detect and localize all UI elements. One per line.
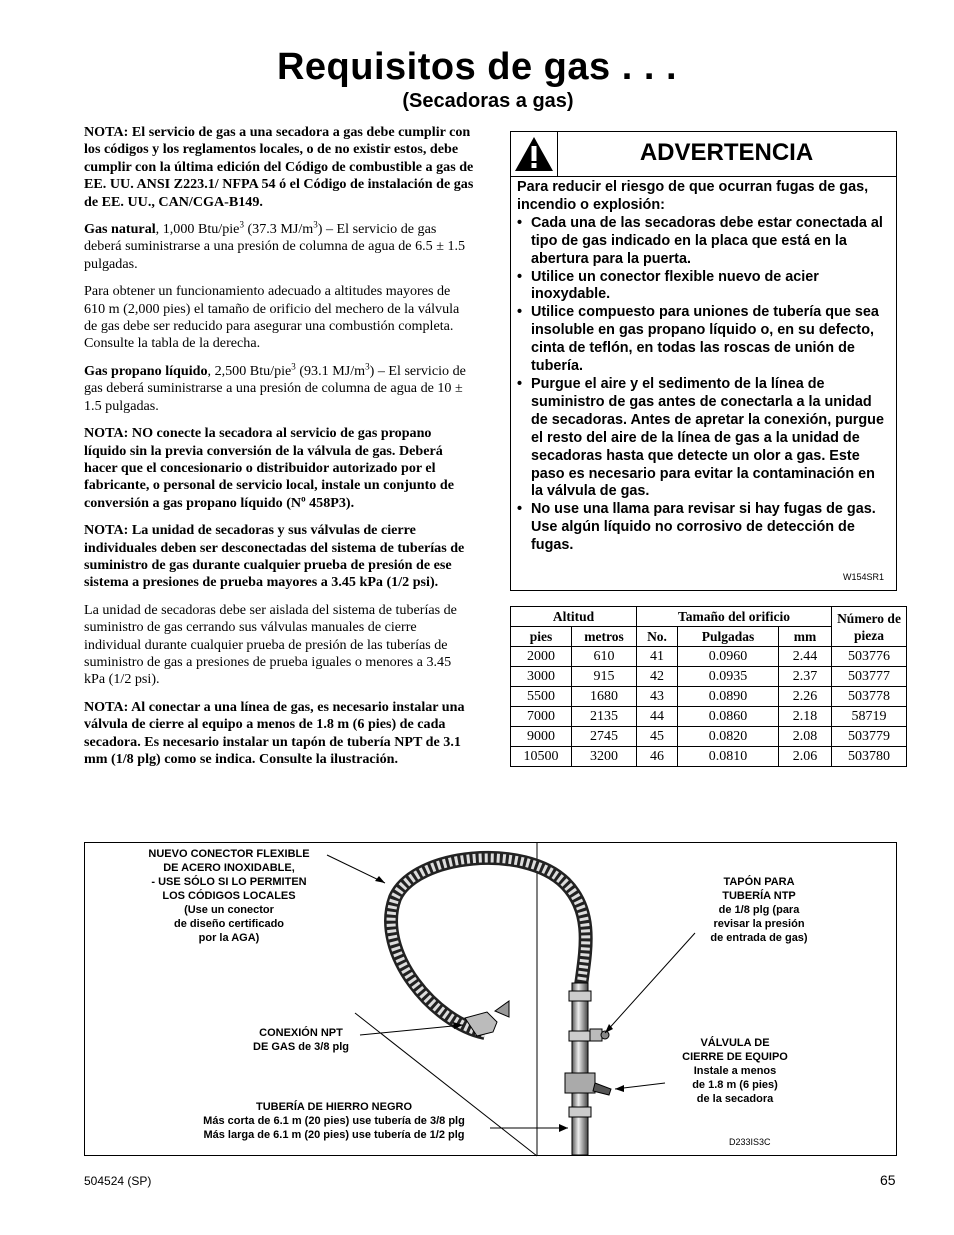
label-line: revisar la presión xyxy=(713,918,805,930)
natural-gas-btu: , 1,000 Btu/pie xyxy=(155,221,240,238)
note-propane-text: NOTA: NO conecte la secadora al servicio de gas propano líquido sin la previa conversión de la válvula de gas. Deberá hacer que el concesionario o distribuidor autorizado por el fabricante, o personal de servicio local, instale un conjunto de conversión a gas propano líquido (N xyxy=(84,425,454,511)
table-row xyxy=(511,747,907,767)
label-line: LOS CÓDIGOS LOCALES xyxy=(162,890,296,902)
natural-gas-pressure: ) – El servicio de gas deberá suministrarse a una presión de columna de agua de 6.5 ± 1.5 pulgadas. xyxy=(84,221,466,272)
table-cell: 43 xyxy=(637,687,678,707)
page-title: Requisitos de gas . . . xyxy=(276,46,678,88)
label-line: DE GAS de 3/8 plg xyxy=(253,1041,349,1053)
label-line: CIERRE DE EQUIPO xyxy=(682,1051,788,1063)
header-mm: mm xyxy=(779,627,832,647)
warning-header xyxy=(511,132,896,177)
label-line: de la secadora xyxy=(696,1093,774,1105)
table-cell: 41 xyxy=(637,647,678,667)
diagram-code: D233IS3C xyxy=(729,1137,771,1147)
table-cell: 2000 xyxy=(511,647,572,667)
table-cell: 2.06 xyxy=(779,747,832,767)
header-no: No. xyxy=(637,627,678,647)
table-row xyxy=(511,647,907,667)
warning-title: ADVERTENCIA xyxy=(639,139,814,166)
table-row xyxy=(511,727,907,747)
table-row xyxy=(511,667,907,687)
header-meters: metros xyxy=(572,627,637,647)
note-shutoff-valve: NOTA: Al conectar a una línea de gas, es necesario instalar una válvula de cierre al equipo a menos de 1.8 m (6 pies) de cada secadora. Es necesario instalar un tapón de tubería NPT de 3.1 mm (1/8 plg) como se indica. Consulte la ilustración. xyxy=(84,698,465,767)
propane-paragraph xyxy=(84,363,474,415)
header-altitude: Altitud xyxy=(511,607,637,627)
table-cell: 503780 xyxy=(832,747,907,767)
label-line: NUEVO CONECTOR FLEXIBLE xyxy=(148,848,310,860)
propane-mj: (93.1 MJ/m xyxy=(295,362,366,379)
table-cell: 42 xyxy=(637,667,678,687)
note-disconnect: NOTA: La unidad de secadoras y sus válvulas de cierre individuales deben ser desconectadas del sistema de tuberías de suministro de gas durante cualquier prueba de presión de ese sistema a presiones de prueba mayores a 3.45 kPa (1/2 psi). xyxy=(84,522,465,591)
table-cell: 9000 xyxy=(511,727,572,747)
table-cell: 2745 xyxy=(572,727,637,747)
label-shutoff-valve xyxy=(655,1036,815,1106)
left-column xyxy=(84,124,474,778)
table-cell: 2.44 xyxy=(779,647,832,667)
table-cell: 2.26 xyxy=(779,687,832,707)
table-cell: 1680 xyxy=(572,687,637,707)
label-line: de diseño certificado xyxy=(173,918,285,930)
header-part-number: Número de pieza xyxy=(832,607,907,647)
table-cell: 7000 xyxy=(511,707,572,727)
document-number: 504524 (SP) xyxy=(84,1174,152,1188)
table-cell: 0.0810 xyxy=(678,747,779,767)
header-orifice: Tamaño del orificio xyxy=(637,607,832,627)
table-cell: 44 xyxy=(637,707,678,727)
table-group-header xyxy=(511,607,907,627)
table-cell: 2.37 xyxy=(779,667,832,687)
label-line: de 1.8 m (6 pies) xyxy=(692,1079,778,1091)
propane-label: Gas propano líquido xyxy=(84,362,208,379)
propane-pressure: ) – El servicio de gas deberá suministrarse a una presión de columna de agua de 10 ± 1.5 pulgadas. xyxy=(84,362,466,414)
orifice-table xyxy=(510,606,907,767)
header-feet: pies xyxy=(511,627,572,647)
table-cell: 503776 xyxy=(832,647,907,667)
table-cell: 0.0820 xyxy=(678,727,779,747)
table-cell: 45 xyxy=(637,727,678,747)
exponent: 3 xyxy=(239,219,244,230)
warning-box xyxy=(510,131,897,591)
warning-item: • Purgue el aire y el sedimento de la línea de suministro de gas antes de conectarla a la unidad de secadoras. Antes de apretar la conexión, purgue el resto del aire de la línea de gas a la unidad de secadoras hasta que detecte un olor a gas. Este paso es necesario para evitar la contaminación en la válvula de gas. xyxy=(517,376,889,501)
label-line: por la AGA) xyxy=(198,932,260,944)
label-line: Más corta de 6.1 m (20 pies) use tubería de 3/8 plg xyxy=(203,1115,465,1127)
table-cell: 503778 xyxy=(832,687,907,707)
warning-list xyxy=(517,215,889,555)
natural-gas-label: Gas natural xyxy=(84,221,156,238)
page-subtitle: (Secadoras a gas) xyxy=(402,90,574,112)
label-line: de 1/8 plg (para xyxy=(718,904,800,916)
table-cell: 915 xyxy=(572,667,637,687)
page-number: 65 xyxy=(880,1172,896,1188)
table-cell: 2135 xyxy=(572,707,637,727)
warning-body xyxy=(517,179,889,555)
isolation-paragraph: La unidad de secadoras debe ser aislada del sistema de tuberías de suministro de gas cerrando sus válvulas manuales de cierre individual durante cualquier prueba de presión de las tuberías de suministro de gas a presiones de prueba iguales o menores a 3.45 kPa (1/2 psi). xyxy=(84,601,457,688)
table-cell: 610 xyxy=(572,647,637,667)
warning-item: • No use una llama para revisar si hay fugas de gas. Use algún líquido no corrosivo de detección de fugas. xyxy=(517,501,889,555)
warning-triangle-icon xyxy=(511,132,558,176)
label-line: - USE SÓLO SI LO PERMITEN xyxy=(151,876,307,888)
exponent: 3 xyxy=(291,361,296,372)
table-cell: 58719 xyxy=(832,707,907,727)
altitude-paragraph: Para obtener un funcionamiento adecuado a altitudes mayores de 610 m (2,000 pies) el tamaño de orificio del mechero de la válvula de gas debe ser reducido para asegurar una combustión completa. Consulte la tabla de la derecha. xyxy=(84,283,460,352)
warning-code: W154SR1 xyxy=(842,572,884,582)
table-cell: 0.0935 xyxy=(678,667,779,687)
label-line: (Use un conector xyxy=(184,904,274,916)
table-cell: 0.0860 xyxy=(678,707,779,727)
natural-gas-mj: (37.3 MJ/m xyxy=(243,221,314,238)
note-propane-end: 458P3). xyxy=(305,494,355,511)
table-cell: 5500 xyxy=(511,687,572,707)
label-npt-connection xyxy=(235,1026,367,1054)
superscript: o xyxy=(301,493,306,504)
table-cell: 0.0960 xyxy=(678,647,779,667)
table-cell: 3200 xyxy=(572,747,637,767)
label-black-iron-pipe xyxy=(181,1100,487,1142)
table-cell: 503779 xyxy=(832,727,907,747)
propane-btu: , 2,500 Btu/pie xyxy=(207,362,292,379)
label-line: Más larga de 6.1 m (20 pies) use tubería de 1/2 plg xyxy=(203,1129,465,1141)
label-line: TAPÓN PARA xyxy=(723,876,795,888)
label-flexible-connector xyxy=(129,847,329,945)
label-line: TUBERÍA NTP xyxy=(722,890,796,902)
label-line: VÁLVULA DE xyxy=(700,1037,770,1049)
warning-item: • Cada una de las secadoras debe estar conectada al tipo de gas indicado en la placa que está en la abertura para la puerta. xyxy=(517,215,889,269)
warning-item: • Utilice un conector flexible nuevo de acier inoxydable. xyxy=(517,269,889,305)
note-propane-conversion xyxy=(84,425,474,512)
gas-connection-diagram xyxy=(84,842,897,1156)
table-cell: 3000 xyxy=(511,667,572,687)
table-cell: 2.18 xyxy=(779,707,832,727)
note-gas-codes: NOTA: El servicio de gas a una secadora a gas debe cumplir con los códigos y los reglamentos locales, o de no existir estos, debe cumplir con la última edición del Código de combustible a gas de EE. UU. ANSI Z223.1/ NFPA 54 ó el Código de instalación de gas de EE. UU., CAN/CGA-B149. xyxy=(84,124,474,210)
table-row xyxy=(511,707,907,727)
label-line: DE ACERO INOXIDABLE, xyxy=(163,862,295,874)
exponent: 3 xyxy=(365,361,370,372)
warning-intro: Para reducir el riesgo de que ocurran fugas de gas, incendio o explosión: xyxy=(517,179,869,213)
table-row xyxy=(511,687,907,707)
table-cell: 0.0890 xyxy=(678,687,779,707)
label-pipe-plug xyxy=(689,875,829,945)
table-cell: 503777 xyxy=(832,667,907,687)
table-cell: 46 xyxy=(637,747,678,767)
table-cell: 10500 xyxy=(511,747,572,767)
header-inches: Pulgadas xyxy=(678,627,779,647)
label-line: CONEXIÓN NPT xyxy=(259,1027,343,1039)
table-cell: 2.08 xyxy=(779,727,832,747)
exponent: 3 xyxy=(313,219,318,230)
label-line: Instale a menos xyxy=(693,1065,777,1077)
warning-item: • Utilice compuesto para uniones de tubería que sea insoluble en gas propano líquido o, en su defecto, cinta de teflón, en todas las roscas de unión de tubería. xyxy=(517,304,889,376)
label-line: de entrada de gas) xyxy=(710,932,808,944)
label-line: TUBERÍA DE HIERRO NEGRO xyxy=(255,1101,413,1113)
natural-gas-paragraph xyxy=(84,221,474,273)
